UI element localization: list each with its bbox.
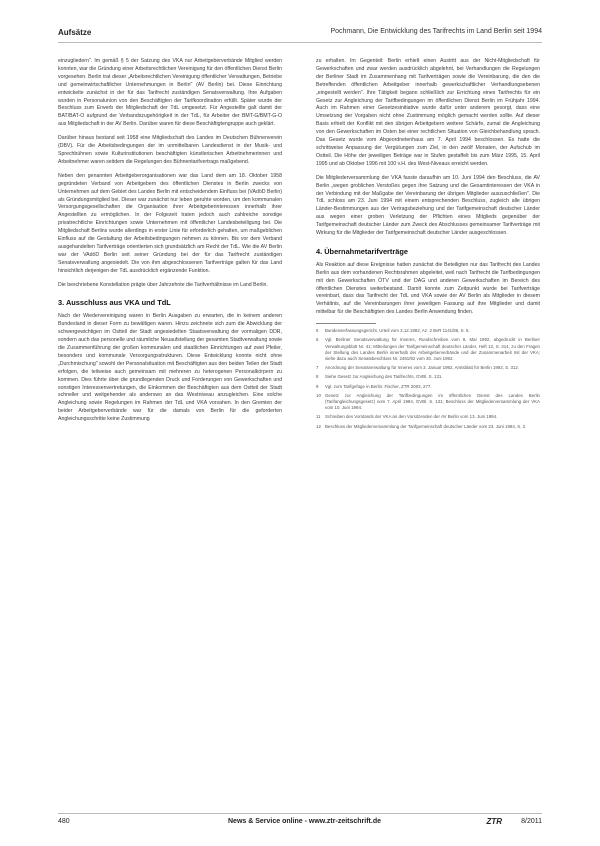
footnote — [316, 374, 540, 380]
paragraph: einzugliedern". Im gemäß § 5 der Satzung des VKA nur Arbeitgeberverbände Mitglied werden konnten, war die Gründung einer Arbeitsrechtlichen Vereinigung für den öffentlichen Dienst Berlin vorgesehen. Berlin trat dieser „Arbeitsrechtlichen Vereinigung öffentlicher Verwaltungen, Betriebe und gemeinwirtschaftlicher Unternehmungen in Berlin" (AV Berlin) bei. Diese Einrichtung entwickelte zunächst in der für das Tarifrecht zuständigen Senatsverwaltung. Ihre Aufgaben wurden in Personalunion von den Beschäftigten der Tarifkoordination erfüllt. Später wurde der Beschluss zum Erwerb der Mitgliedschaft der TdL umgesetzt. Für Angestellte galt damit der BAT/BAT-O aufgrund der Verbandszugehörigkeit in der TdL, für Arbeiter der BMT-G/BMT-G-O aus Mitgliedschaft in der AV Berlin. Darüber waren für diese Beschäftigtengruppe auch geklärt. — [58, 58, 282, 128]
footnote-number: 11 — [316, 414, 321, 420]
footnote-rule — [316, 323, 376, 324]
left-column — [58, 58, 282, 430]
footnote-text: Schreiben des Vorstands der VKA an den Vorsitzenden der AV Berlin vom 13. Juni 1994. — [325, 414, 498, 420]
footnote-number: 7 — [316, 365, 319, 371]
footnotes — [316, 328, 540, 430]
paragraph: zu erhalten. Im Gegenteil: Berlin erhielt einen Austritt aus der Nicht-Mitgliedschaft für Gewerkschaften und zwar werden ausdrücklich abgelehnt, bei Verhandlungen die Regelungen der Berliner Stadt im Zusammenhang mit Tarifverträgen sowie die Vereinbarung, die den die Betreffenden öffentlichen Arbeitgeber innerhalb gewerkschaftlicher Verhandlungsebenen „eingestellt werden". Ihre Tätigkeit begann schließlich zur Errichtung eines Tarifrechts für ein Gesetz zur Angleichung der Tarifbedingungen im öffentlichen Dienst Berlin im Frühjahr 1994. Auch im Rahmen einer Gesetzesinitiative wurde dafür unter anderem gesorgt, dass eine Umsetzung der Vorgaben nicht ohne Zustimmung möglich gemacht werden sollte. Auf dieser Basis erhielt der Konflikt mit den übrigen Arbeitgebern weitere Schärfe, zumal die Angleichung von den Gewerkschaften im Osten bei einer rechtlichen Situation von Gleichbehandlung sprach. Das Gesetz wurde vom Abgeordnetenhaus am 7. April 1994 beschlossen. Es hatte die schrittweise Anpassung der Vergütungen zum Ziel, in den zwölf Monaten, der Aufschub im Ostteil. Die Höhe der jeweiligen Beträge war in Stufen gestaffelt bis zum März 1995, 15. April 1995 und ab Oktober 1996 mit 100 v.H. des West-Niveaus erreicht werden. — [316, 58, 540, 167]
footnote-number: 12 — [316, 423, 321, 429]
running-title: Pochmann, Die Entwicklung des Tarifrechts im Land Berlin seit 1994 — [330, 28, 542, 35]
footnote-text: Gesetz zur Angleichung der Tarifbedingungen im öffentlichen Dienst des Landes Berlin (Tarifangleichungsgesetz) vom 7. April 1994, GVBl. S. 131; Beschluss der Mitgliederversammlung der VKA vom 10. Juni 1994. — [325, 392, 540, 411]
paragraph: Als Reaktion auf diese Ereignisse hatten zunächst die Beteiligten nur das Tarifrecht des Landes Berlin aus dem vorhandenen Rechtsrahmen abgeleitet, weil nach Tarifrecht die Tarifbedingungen mit den Gewerkschaften ÖTV und der DAG und anderen Gewerkschaften im Bereich des öffentlichen Dienstes weiterbestand. Damit konnte zum Zeitpunkt wurde bei Tarifverträge vereinbart, dass das Tarifrecht der TdL und VKA sowie der AV Berlin als Mitglieder in diesem Verhältnis, auf die Vereinbarungen ihrer jeweiligen Fassung auf ihre Mitglieder und damit mittelbar für die Beschäftigten des Landes Berlin Anwendung finden. — [316, 261, 540, 316]
footnote — [316, 337, 540, 362]
footnote-text: Anordnung der Senatsverwaltung für Inneres vom 3. Januar 1992, Amtsblatt für Berlin 1992, S. 312. — [325, 365, 520, 371]
paragraph: Die beschriebene Konstellation prägte über Jahrzehnte die Tarifverhältnisse im Land Berlin. — [58, 281, 268, 288]
footnote-text: Vgl. Berliner Senatsverwaltung für Inneres, Rundschreiben vom 8. Mai 1992, abgedruckt in Berliner Verwaltungsblatt Nr. 41; Mitteilungen der Tarifgemeinschaft deutscher Länder, Heft 12, S. 314, zu den Fragen der Stellung des Landes Berlin innerhalb der Arbeitgeberverbände und der Zusammenarbeit mit der VKA; siehe dazu auch Senatsbeschluss Nr. 2481/92 vom 30. Juni 1992. — [325, 337, 540, 361]
page-footer — [58, 813, 542, 828]
footnote — [316, 393, 540, 412]
footnote-number: 9 — [316, 383, 319, 389]
paragraph: Die Mitgliederversammlung der VKA fasste daraufhin am 10. Juni 1994 den Beschluss, die AV Berlin „wegen groblichen Verstoßes gegen ihre Satzung und die Gesamtinteressen der VKA in der Verbindung mit der Maßgabe der Vereinbarung der übrigen Mitglieder auszuschließen". Die TdL schloss am 23. Juni 1994 mit einem entsprechenden Beschluss, zugleich alle übrigen Länder-Bestimmungen aus der Vertragsbeziehung und der Tarifgemeinschaft deutscher Länder aus wegen einer groben Verletzung der Pflichten eines Mitglieds gegenüber der Tarifgemeinschaft deutscher Länder zum Zweck des Abschlusses gemeinsamer Tarifverträge mit Wirkung für die Mitglieder der Tarifgemeinschaft deutscher Länder ausgeschlossen. — [316, 174, 540, 237]
footnote — [316, 384, 540, 390]
footnote-number: 6 — [316, 337, 319, 343]
right-column — [316, 58, 540, 433]
paragraph: Darüber hinaus bestand seit 1958 eine Mitgliedschaft des Landes im Deutschen Bühnenverein (DBV). Für die Arbeitsbedingungen der im unmittelbaren Landesdienst in der Musik- und Sprechbühnen sowie Kulturinstitutionen beschäftigten künstlerischen Arbeitnehmerinnen und Arbeitnehmer waren seitdem die Regelungen des Bühnentarifvertrags maßgebend. — [58, 135, 282, 165]
section-heading: 4. Übernahmetarifverträge — [316, 246, 409, 256]
page-number: 480 — [58, 818, 70, 825]
footnote — [316, 365, 540, 371]
footnote-text: Vgl. zum Tarifgefüge in Berlin: Fischer, ZTR 2003, 277. — [325, 383, 432, 389]
footer-link-text: News & Service online - www.ztr-zeitschrift.de — [228, 818, 381, 825]
footnote-text: Beschluss der Mitgliederversammlung der Tarifgemeinschaft deutscher Länder vom 23. Juni 1994, S. 2. — [325, 423, 527, 429]
journal-logo: ZTR — [486, 817, 502, 826]
footnote-number: 8 — [316, 374, 319, 380]
issue-number: 8/2011 — [521, 818, 542, 825]
footnote — [316, 414, 540, 420]
section-label: Aufsätze — [58, 28, 92, 37]
paragraph: Neben den genannten Arbeitgeberorganisationen war das Land dem am 18. Oktober 1958 gegründeten Verband von Arbeitgebern des öffentlichen Dienstes in Berlin zwecks von Unternehmen auf dem Gebiet des Landes Berlin mit entscheidendem Einfluss bei (VAdöD Berlin) als Gründungsmitglied bei. Dieser war zunächst nur leben geruhte worden, um den kommunalen Versorgungsgesellschaften die Organisation ihrer Arbeitgeberinteressen innerhalb ihrer Angestellten zu ermöglichen. In der Folgezeit traten jedoch auch zahlreiche sonstige privatrechtliche Einrichtungen sowie Unternehmen mit öffentlicher Landesbeteiligung bei. Die Mitgliedschaft Berlins wurde allerdings in erster Linie für erforderlich gehalten, um maßgeblichen Einfluss auf die Gestaltung der Arbeitsbedingungen nehmen zu können. Bis vor dem Verband ausgehandelten Tarifverträge orientierten sich grundsätzlich am Recht der TdL. Wie die AV Berlin war der VAdöD Berlin seit seiner Gründung bei der für das Tarifrecht zuständigen Senatsverwaltung angesiedelt. Die von ihm abgeschlossenen Tarifverträge galten für das Land hinsichtlich derjenigen der TdL ausdrücklich ergänzende Funktion. — [58, 172, 282, 274]
footnote-text: Siehe Gesetz zur Angleichung des Tarifrechts, GVBl. S. 131. — [325, 374, 443, 380]
paragraph: Nach der Wiedervereinigung waren in Berlin Ausgaben zu erwarten, die in keinem anderen Bundesland in dieser Form zu bewältigen waren. Hinzu zeichnete sich zum die Abwicklung der schwergewichtigen im Ostteil der Stadt angesiedelten Staatsverwaltung der vormaligen DDR, sondern auch das personelle und räumliche Neuaufstellung der gesamten Stadtverwaltung sowie die Zusammenführung der großen kommunalen und staatlichen Einrichtungen auf zwei Pfeiler, besonders und kommunale Versorgungsstrukturen. Diese Entwicklung konnte nicht ohne „Durchmischung" sowohl der Personalsituation mit Beschäftigten aus den beiden Teilen der Stadt erfolgen, die teilweise auch gemeinsam mit mehreren zu heterogenen Personalkörpern zu kommen. Dies führte über die grundlegenden Druck und Forderungen von Gewerkschaften und sonstigen Interessenvertretungen, die Einkommen der Beschäftigten aus dem Ostteil der Stadt schneller und weitgehender als anderswo an das Westniveau anzugleichen. Eine solche Angleichung sowie Regelungen im Rahmen der TdL und VKA vorsahen. In den Gremien der beider Arbeitgeberverbände war für die damals von Berlin für die geforderten Angleichungsschritte keine Zustimmung — [58, 313, 282, 423]
footnote-text: Bundesverfassungsgericht, Urteil vom 3.12.1992, Az. 2 BvR 1141/86, S. 5. — [325, 328, 470, 334]
page-header — [58, 26, 542, 43]
section-heading: 3. Ausschluss aus VKA und TdL — [58, 298, 171, 308]
footnote-number: 5 — [316, 328, 319, 334]
footnote — [316, 328, 540, 334]
footnote — [316, 424, 540, 430]
footnote-number: 10 — [316, 392, 321, 398]
